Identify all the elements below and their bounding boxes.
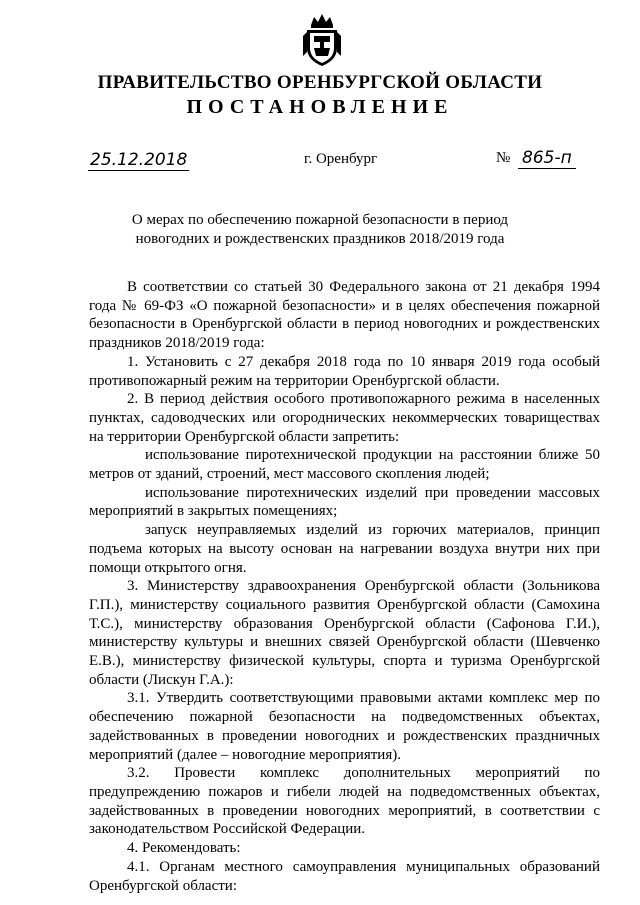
paragraph: В соответствии со статьей 30 Федерального закона от 21 декабря 1994 года № 69-ФЗ «О пожарной безопасности» и в целях обеспечения пожарной безопасности в Оренбургской области в период новогодних и рождественских праздников 2018/2019 года: xyxy=(89,279,600,352)
paragraph: 3.2. Провести комплекс дополнительных мероприятий по предупреждению пожаров и гибели людей на подведомственных объектах, задействованных в проведении новогодних мероприятий, в соответствии с законодательством Российской Федерации. xyxy=(89,765,600,838)
document-number-label: № xyxy=(496,150,511,166)
document-body xyxy=(89,278,600,895)
paragraph: 2. В период действия особого противопожарного режима в населенных пунктах, садоводческих или огороднических некоммерческих товариществах на территории Оренбургской области запретить: xyxy=(89,391,600,445)
document-subject: О мерах по обеспечению пожарной безопасности в период новогодних и рождественских праздников 2018/2019 года xyxy=(131,212,509,247)
paragraph: использование пиротехнических изделий при проведении массовых мероприятий в закрытых помещениях; xyxy=(89,484,600,520)
document-date: 25.12.2018 xyxy=(90,150,188,170)
paragraph: запуск неуправляемых изделий из горючих материалов, принцип подъема которых на высоту основан на нагревании воздуха внутри них при помощи открытого огня. xyxy=(89,522,600,576)
paragraph: 1. Установить с 27 декабря 2018 года по 10 января 2019 года особый противопожарный режим на территории Оренбургской области. xyxy=(89,353,600,389)
document-type-title: ПОСТАНОВЛЕНИЕ xyxy=(186,96,454,118)
paragraph: 3.1. Утвердить соответствующими правовыми актами комплекс мер по обеспечению пожарной безопасности на подведомственных объектах, задействованных в проведении новогодних и рождественских праздничных мероприятий (далее – новогодние мероприятия). xyxy=(89,690,600,763)
government-title: ПРАВИТЕЛЬСТВО ОРЕНБУРГСКОЙ ОБЛАСТИ xyxy=(97,72,543,93)
paragraph: 3. Министерству здравоохранения Оренбургской области (Зольникова Г.П.), министерству социального развития Оренбургской области (Самохина Т.С.), министерству образования Оренбургской области (Сафонова Г.И.), министерству культуры и внешних связей Оренбургской области (Шевченко Е.В.), министерству физической культуры, спорта и туризма Оренбургской области (Лискун Г.А.): xyxy=(89,578,600,688)
document-number: 865-п xyxy=(518,148,576,169)
orenburg-coat-of-arms-icon xyxy=(301,12,343,68)
paragraph: 4.1. Органам местного самоуправления муниципальных образований Оренбургской области: xyxy=(89,858,600,894)
document-city: г. Оренбург xyxy=(304,151,378,167)
paragraph: 4. Рекомендовать: xyxy=(127,840,241,857)
paragraph: использование пиротехнической продукции на расстоянии ближе 50 метров от зданий, строений, мест массового скопления людей; xyxy=(89,447,600,483)
